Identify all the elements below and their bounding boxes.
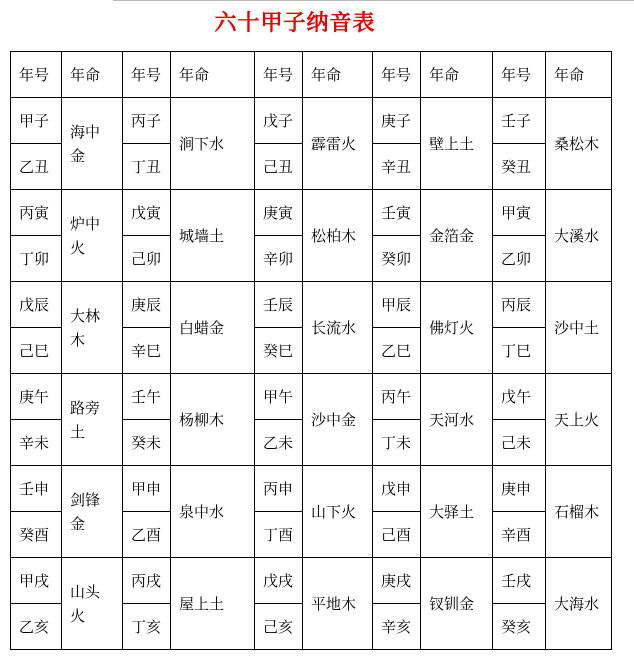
year-cell: 丁亥 bbox=[123, 604, 171, 650]
year-cell: 丙午 bbox=[373, 374, 421, 420]
year-cell: 甲申 bbox=[123, 466, 171, 512]
year-cell: 乙亥 bbox=[11, 604, 62, 650]
year-cell: 癸酉 bbox=[11, 512, 62, 558]
year-cell: 癸亥 bbox=[493, 604, 546, 650]
nayin-table bbox=[10, 51, 612, 650]
year-cell: 戊戌 bbox=[255, 558, 303, 604]
year-cell: 己未 bbox=[493, 420, 546, 466]
year-cell: 甲午 bbox=[255, 374, 303, 420]
header-cell: 年号 bbox=[11, 52, 62, 98]
table-row bbox=[11, 374, 612, 420]
year-cell: 甲子 bbox=[11, 98, 62, 144]
nayin-cell: 天上火 bbox=[546, 374, 612, 466]
table-row bbox=[11, 282, 612, 328]
year-cell: 戊申 bbox=[373, 466, 421, 512]
year-cell: 癸未 bbox=[123, 420, 171, 466]
year-cell: 甲寅 bbox=[493, 190, 546, 236]
year-cell: 壬辰 bbox=[255, 282, 303, 328]
nayin-cell: 路旁土 bbox=[62, 374, 123, 466]
nayin-cell: 桑松木 bbox=[546, 98, 612, 190]
year-cell: 壬子 bbox=[493, 98, 546, 144]
header-cell: 年命 bbox=[421, 52, 493, 98]
year-cell: 丙寅 bbox=[11, 190, 62, 236]
page-title: 六十甲子纳音表 bbox=[214, 10, 376, 36]
table-row bbox=[11, 190, 612, 236]
nayin-cell: 山头火 bbox=[62, 558, 123, 650]
year-cell: 庚子 bbox=[373, 98, 421, 144]
year-cell: 壬寅 bbox=[373, 190, 421, 236]
year-cell: 乙卯 bbox=[493, 236, 546, 282]
nayin-cell: 松柏木 bbox=[303, 190, 373, 282]
year-cell: 壬午 bbox=[123, 374, 171, 420]
nayin-cell: 石榴木 bbox=[546, 466, 612, 558]
nayin-cell: 大林木 bbox=[62, 282, 123, 374]
nayin-cell: 炉中火 bbox=[62, 190, 123, 282]
year-cell: 己巳 bbox=[11, 328, 62, 374]
top-divider bbox=[113, 0, 634, 1]
table-row bbox=[11, 558, 612, 604]
year-cell: 丁卯 bbox=[11, 236, 62, 282]
year-cell: 己卯 bbox=[123, 236, 171, 282]
year-cell: 乙丑 bbox=[11, 144, 62, 190]
nayin-cell: 平地木 bbox=[303, 558, 373, 650]
header-cell: 年命 bbox=[171, 52, 255, 98]
year-cell: 戊子 bbox=[255, 98, 303, 144]
nayin-cell: 壁上土 bbox=[421, 98, 493, 190]
header-row bbox=[11, 52, 612, 98]
year-cell: 戊寅 bbox=[123, 190, 171, 236]
year-cell: 辛酉 bbox=[493, 512, 546, 558]
header-cell: 年命 bbox=[62, 52, 123, 98]
nayin-cell: 霹雷火 bbox=[303, 98, 373, 190]
nayin-cell: 山下火 bbox=[303, 466, 373, 558]
year-cell: 辛未 bbox=[11, 420, 62, 466]
table-row bbox=[11, 466, 612, 512]
nayin-cell: 涧下水 bbox=[171, 98, 255, 190]
header-cell: 年号 bbox=[123, 52, 171, 98]
nayin-cell: 沙中金 bbox=[303, 374, 373, 466]
nayin-cell: 天河水 bbox=[421, 374, 493, 466]
nayin-cell: 泉中水 bbox=[171, 466, 255, 558]
header-cell: 年命 bbox=[546, 52, 612, 98]
header-cell: 年号 bbox=[255, 52, 303, 98]
nayin-cell: 长流水 bbox=[303, 282, 373, 374]
year-cell: 癸巳 bbox=[255, 328, 303, 374]
year-cell: 庚戌 bbox=[373, 558, 421, 604]
year-cell: 戊午 bbox=[493, 374, 546, 420]
year-cell: 丁巳 bbox=[493, 328, 546, 374]
year-cell: 己酉 bbox=[373, 512, 421, 558]
nayin-cell: 剑锋金 bbox=[62, 466, 123, 558]
nayin-cell: 沙中土 bbox=[546, 282, 612, 374]
header-cell: 年号 bbox=[493, 52, 546, 98]
nayin-cell: 白蜡金 bbox=[171, 282, 255, 374]
year-cell: 丁丑 bbox=[123, 144, 171, 190]
table-row bbox=[11, 98, 612, 144]
year-cell: 辛巳 bbox=[123, 328, 171, 374]
nayin-cell: 大海水 bbox=[546, 558, 612, 650]
year-cell: 乙酉 bbox=[123, 512, 171, 558]
nayin-cell: 城墙土 bbox=[171, 190, 255, 282]
year-cell: 甲辰 bbox=[373, 282, 421, 328]
year-cell: 丁未 bbox=[373, 420, 421, 466]
year-cell: 丙戌 bbox=[123, 558, 171, 604]
nayin-cell: 金箔金 bbox=[421, 190, 493, 282]
year-cell: 己丑 bbox=[255, 144, 303, 190]
nayin-cell: 杨柳木 bbox=[171, 374, 255, 466]
nayin-cell: 大溪水 bbox=[546, 190, 612, 282]
year-cell: 己亥 bbox=[255, 604, 303, 650]
year-cell: 戊辰 bbox=[11, 282, 62, 328]
year-cell: 壬戌 bbox=[493, 558, 546, 604]
nayin-cell: 海中金 bbox=[62, 98, 123, 190]
year-cell: 辛亥 bbox=[373, 604, 421, 650]
year-cell: 甲戌 bbox=[11, 558, 62, 604]
year-cell: 丁酉 bbox=[255, 512, 303, 558]
year-cell: 乙未 bbox=[255, 420, 303, 466]
year-cell: 庚申 bbox=[493, 466, 546, 512]
year-cell: 丙辰 bbox=[493, 282, 546, 328]
year-cell: 庚辰 bbox=[123, 282, 171, 328]
header-cell: 年号 bbox=[373, 52, 421, 98]
year-cell: 庚午 bbox=[11, 374, 62, 420]
header-cell: 年命 bbox=[303, 52, 373, 98]
year-cell: 乙巳 bbox=[373, 328, 421, 374]
nayin-cell: 大驿土 bbox=[421, 466, 493, 558]
nayin-cell: 钗钏金 bbox=[421, 558, 493, 650]
year-cell: 辛丑 bbox=[373, 144, 421, 190]
year-cell: 丙子 bbox=[123, 98, 171, 144]
year-cell: 丙申 bbox=[255, 466, 303, 512]
year-cell: 癸丑 bbox=[493, 144, 546, 190]
year-cell: 癸卯 bbox=[373, 236, 421, 282]
nayin-cell: 佛灯火 bbox=[421, 282, 493, 374]
year-cell: 壬申 bbox=[11, 466, 62, 512]
year-cell: 辛卯 bbox=[255, 236, 303, 282]
year-cell: 庚寅 bbox=[255, 190, 303, 236]
nayin-cell: 屋上土 bbox=[171, 558, 255, 650]
